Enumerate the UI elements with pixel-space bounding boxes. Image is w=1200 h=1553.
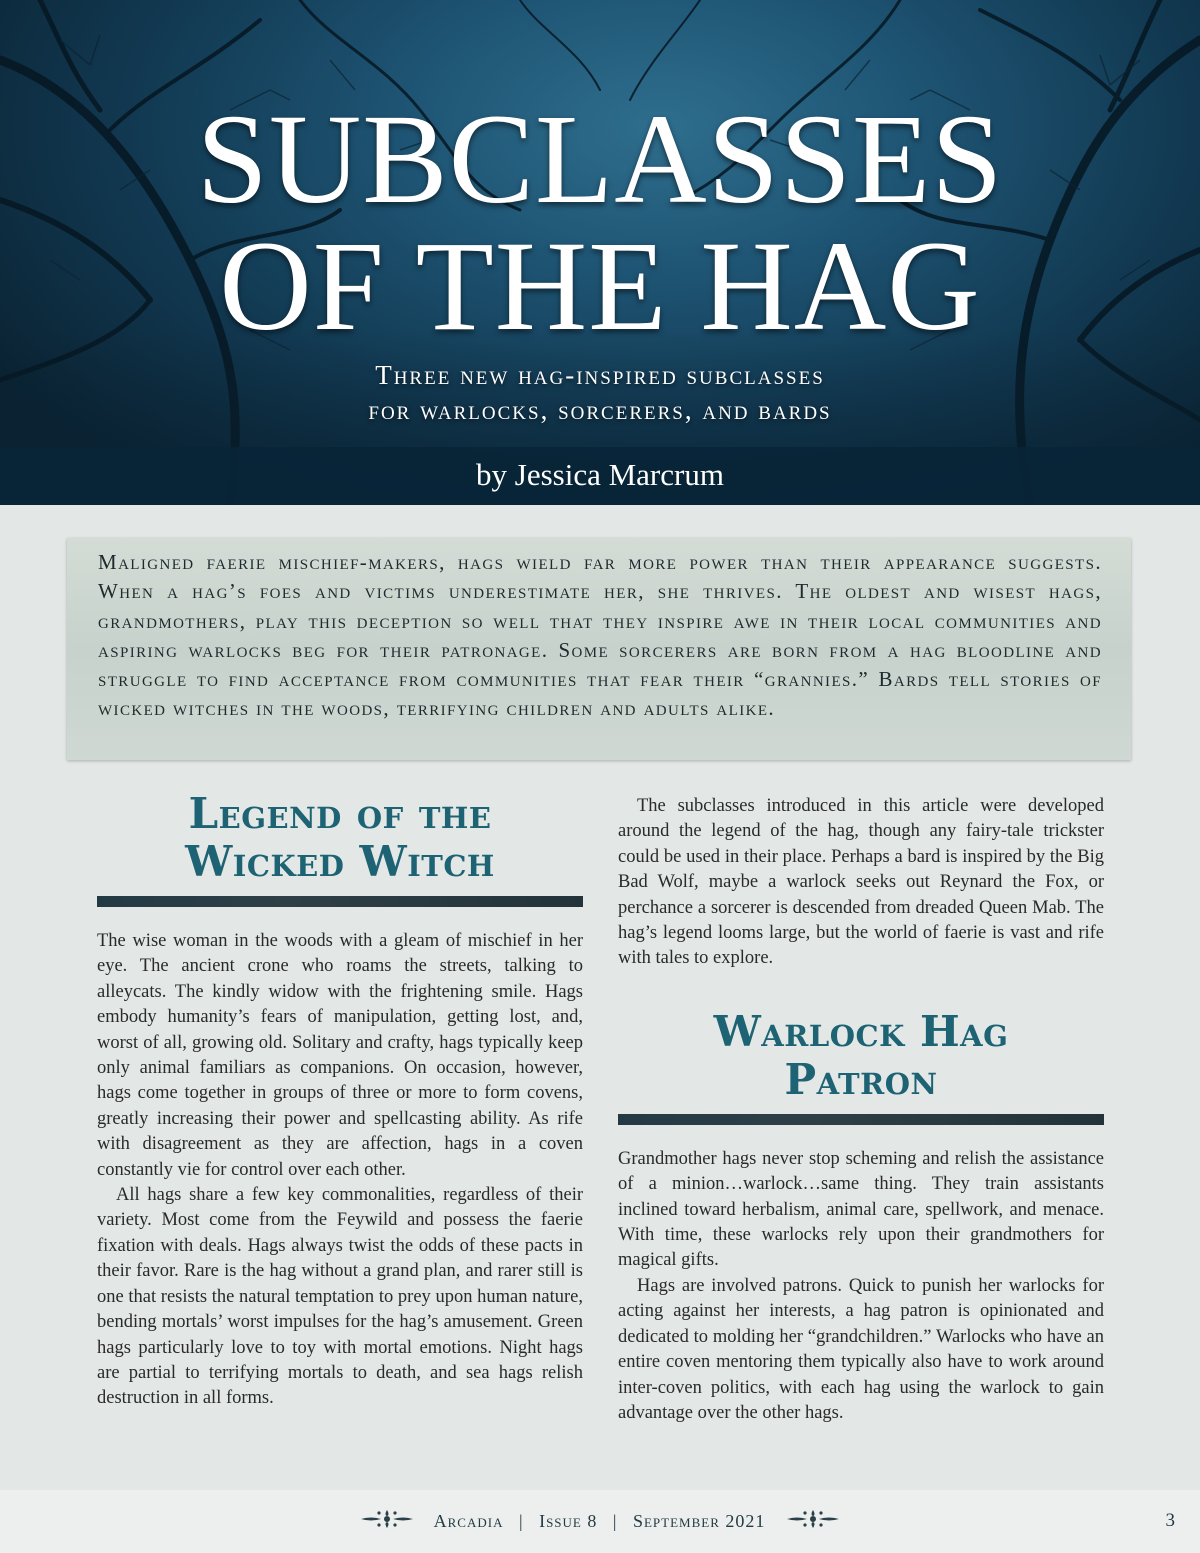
heading-line: Warlock Hag [713, 1006, 1009, 1056]
subtitle-line2: for warlocks, sorcerers, and bards [368, 395, 832, 425]
page-title-line1: SUBCLASSES [196, 88, 1004, 230]
section-body [97, 929, 583, 1412]
page-number: 3 [1165, 1510, 1175, 1531]
issue-number: Issue 8 [539, 1511, 598, 1531]
footer [0, 1508, 1200, 1537]
section-divider [618, 1114, 1104, 1125]
paragraph: The wise woman in the woods with a gleam of mischief in her eye. The ancient crone who roams the streets, talking to alleycats. The kindly widow with the frightening smile. Hags embody humanity’s fears of manipulation, getting lost, and, worst of all, growing old. Solitary and crafty, hags typically keep only animal familiars as companions. On occasion, however, hags come together in groups of three or more to form covens, greatly increasing their power and spellcasting ability. As rife with disagreement as they are affection, hags in a coven constantly vie for control over each other. [97, 931, 583, 1180]
section-body [618, 1147, 1104, 1426]
right-column [618, 794, 1104, 1426]
paragraph: The subclasses introduced in this article were developed around the legend of the hag, though any fairy-tale trickster could be used in their place. Perhaps a bard is inspired by the Big Bad Wolf, maybe a warlock seeks out Reynard the Fox, or perchance a sorcerer is descended from dreaded Queen Mab. The hag’s legend looms large, but the world of faerie is vast and rife with tales to explore. [618, 796, 1104, 969]
heading-line: Wicked Witch [185, 837, 495, 886]
intro-box [67, 538, 1131, 760]
subtitle-line1: Three new hag-inspired subclasses [375, 360, 825, 390]
heading-line: Legend of the [188, 789, 492, 838]
page-title-line2: OF THE HAG [219, 215, 981, 357]
left-column [97, 790, 583, 1412]
paragraph: Grandmother hags never stop scheming and relish the assistance of a minion…warlock…same thing. They train assistants inclined toward herbalism, animal care, spellwork, and menace. With time, these warlocks rely upon their grandmothers for magical gifts. [618, 1148, 1104, 1271]
flourish-icon [787, 1508, 839, 1537]
author-byline: by Jessica Marcrum [476, 457, 724, 492]
section-body [618, 794, 1104, 972]
paragraph: Hags are involved patrons. Quick to punish her warlocks for acting against her interests, a hag patron is opinionated and dedicated to molding her “grandchildren.” Warlocks who have an entire coven mentoring them typically also have to work around inter-coven politics, with each hag using the warlock to gain advantage over the other hags. [618, 1275, 1104, 1423]
heading-line: Patron [784, 1054, 938, 1104]
paragraph: All hags share a few key commonalities, regardless of their variety. Most come from the Feywild and possess the faerie fixation with deals. Hags always twist the odds of these pacts in their favor. Rare is the hag without a grand plan, and rarer still is one that resists the natural temptation to prey upon human nature, bending mortals’ worst impulses for the hag’s amusement. Green hags particularly love to toy with mortal emotions. Night hags are partial to terrifying mortals to death, and sea hags relish destruction in all forms. [97, 1185, 583, 1409]
section-divider [97, 896, 583, 907]
section-heading-warlock [618, 1008, 1104, 1104]
footer-separator: | [612, 1511, 618, 1531]
hero-banner [0, 0, 1200, 505]
issue-date: September 2021 [632, 1511, 766, 1531]
flourish-icon [361, 1508, 413, 1537]
footer-separator: | [518, 1511, 524, 1531]
intro-text: Maligned faerie mischief-makers, hags wield far more power than their appearance suggests. When a hag’s foes and victims underestimate her, she thrives. The oldest and wisest hags, grandmothers, play this deception so well that they inspire awe in their local communities and aspiring warlocks beg for their patronage. Some sorcerers are born from a hag bloodline and struggle to find acceptance from communities that fear their “grannies.” Bards tell stories of wicked witches in the woods, terrifying children and adults alike. [98, 550, 1102, 721]
publication-name: Arcadia [433, 1511, 504, 1531]
section-heading-legend [97, 790, 583, 886]
